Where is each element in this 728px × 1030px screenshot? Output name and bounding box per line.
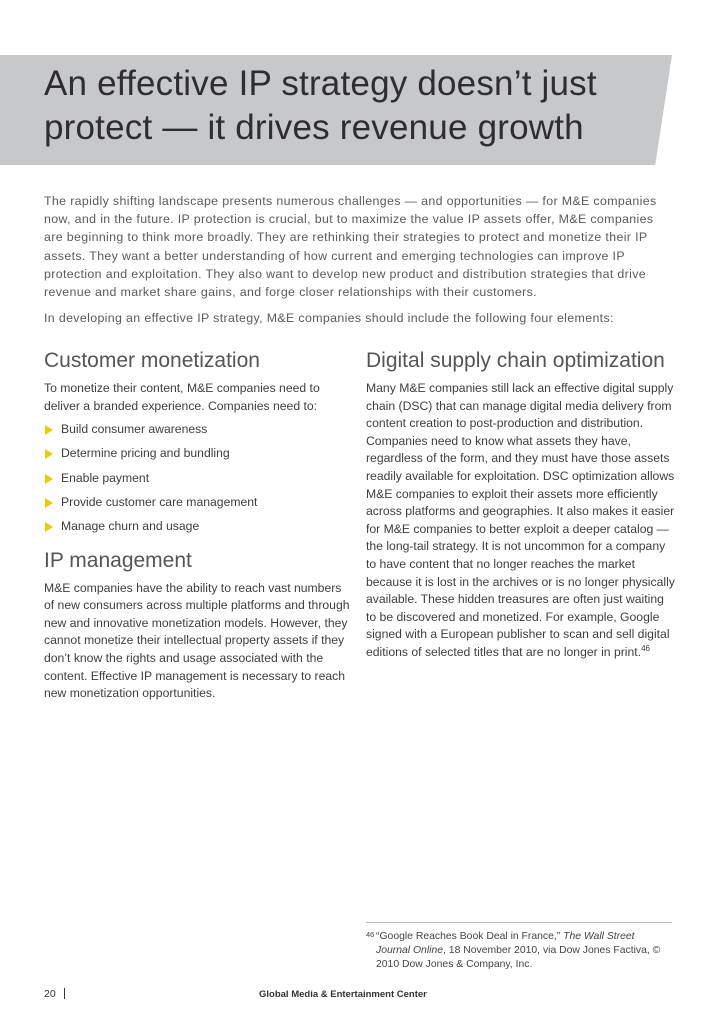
footnote-quote: “Google Reaches Book Deal in France,”	[376, 931, 564, 942]
triangle-bullet-icon	[45, 449, 53, 459]
footnote	[366, 930, 666, 971]
footnote-reference: 46	[641, 643, 650, 653]
list-item	[44, 445, 350, 463]
customer-monetization-list	[44, 421, 350, 535]
ip-management-section	[44, 548, 350, 703]
footnote-publication: The Wall Street Journal Online	[376, 931, 635, 956]
list-item	[44, 494, 350, 512]
digital-supply-chain-body	[366, 380, 676, 662]
intro-elements-lead: In developing an effective IP strategy, M&E companies should include the following four elements:	[44, 311, 614, 326]
triangle-bullet-icon	[45, 425, 53, 435]
intro-paragraph: The rapidly shifting landscape presents numerous challenges — and opportunities — for M&E companies now, and in the future. IP protection is crucial, but to maximize the value IP assets offer, M&E companies are beginning to think more broadly. They are rethinking their strategies to protect and monetize their IP assets. They want a better understanding of how current and emerging technologies can improve IP protection and exploitation. They also want to develop new product and distribution strategies that drive revenue and market share gains, and forge closer relationships with their customers.	[44, 194, 657, 300]
title-line-2: protect — it drives revenue growth	[44, 108, 584, 147]
digital-supply-chain-heading: Digital supply chain optimization	[366, 349, 665, 372]
customer-monetization-section	[44, 348, 350, 536]
list-item-text: Build consumer awareness	[61, 422, 208, 437]
triangle-bullet-icon	[45, 498, 53, 508]
footnote-text	[366, 930, 666, 971]
list-item-text: Manage churn and usage	[61, 518, 200, 533]
list-item	[44, 421, 350, 439]
digital-supply-chain-text: Many M&E companies still lack an effective digital supply chain (DSC) that can manage digital media delivery from content creation to post-production and distribution. Companies need to know what assets they have, regardless of the form, and they must have those assets readily available for exploitation. DSC optimization allows M&E companies to exploit their assets more efficiently across platforms and geographies. It also makes it easier for M&E companies to better exploit a deeper catalog — the long-tail strategy. It is not uncommon for a company to have content that no longer reaches the market because it is lost in the archives or is no longer physically available. These hidden treasures are often just waiting to be discovered and monetized. For example, Google signed with a European publisher to scan and sell digital editions of selected titles that are no longer in print.	[366, 381, 675, 659]
list-item-text: Determine pricing and bundling	[61, 446, 230, 461]
customer-monetization-body: To monetize their content, M&E companies need to deliver a branded experience. Companies need to:	[44, 381, 320, 413]
list-item	[44, 518, 350, 536]
footer-separator	[64, 988, 65, 999]
page-number: 20	[44, 988, 56, 1000]
list-item-text: Enable payment	[61, 470, 150, 485]
customer-monetization-heading: Customer monetization	[44, 349, 260, 372]
list-item-text: Provide customer care management	[61, 494, 258, 509]
footnote-rest: , 18 November 2010, via Dow Jones Factiva, © 2010 Dow Jones & Company, Inc.	[376, 944, 661, 970]
triangle-bullet-icon	[45, 522, 53, 532]
ip-management-heading: IP management	[44, 548, 192, 572]
page-title	[44, 62, 664, 150]
intro-section	[44, 192, 676, 335]
triangle-bullet-icon	[45, 474, 53, 484]
footer-center-name: Global Media & Entertainment Center	[259, 989, 427, 1000]
right-column	[366, 348, 676, 662]
title-line-1: An effective IP strategy doesn’t just	[44, 64, 597, 103]
ip-management-body: M&E companies have the ability to reach vast numbers of new consumers across multiple platforms and through new and innovative monetization models. However, they cannot monetize their intellectual property assets if they don’t know the rights and usage associated with the content. Effective IP management is necessary to reach new monetization opportunities.	[44, 580, 350, 701]
left-column	[44, 348, 350, 703]
list-item	[44, 470, 350, 488]
footnote-divider	[366, 922, 672, 923]
digital-supply-chain-section	[366, 348, 676, 662]
footnote-number: 46	[366, 930, 375, 939]
